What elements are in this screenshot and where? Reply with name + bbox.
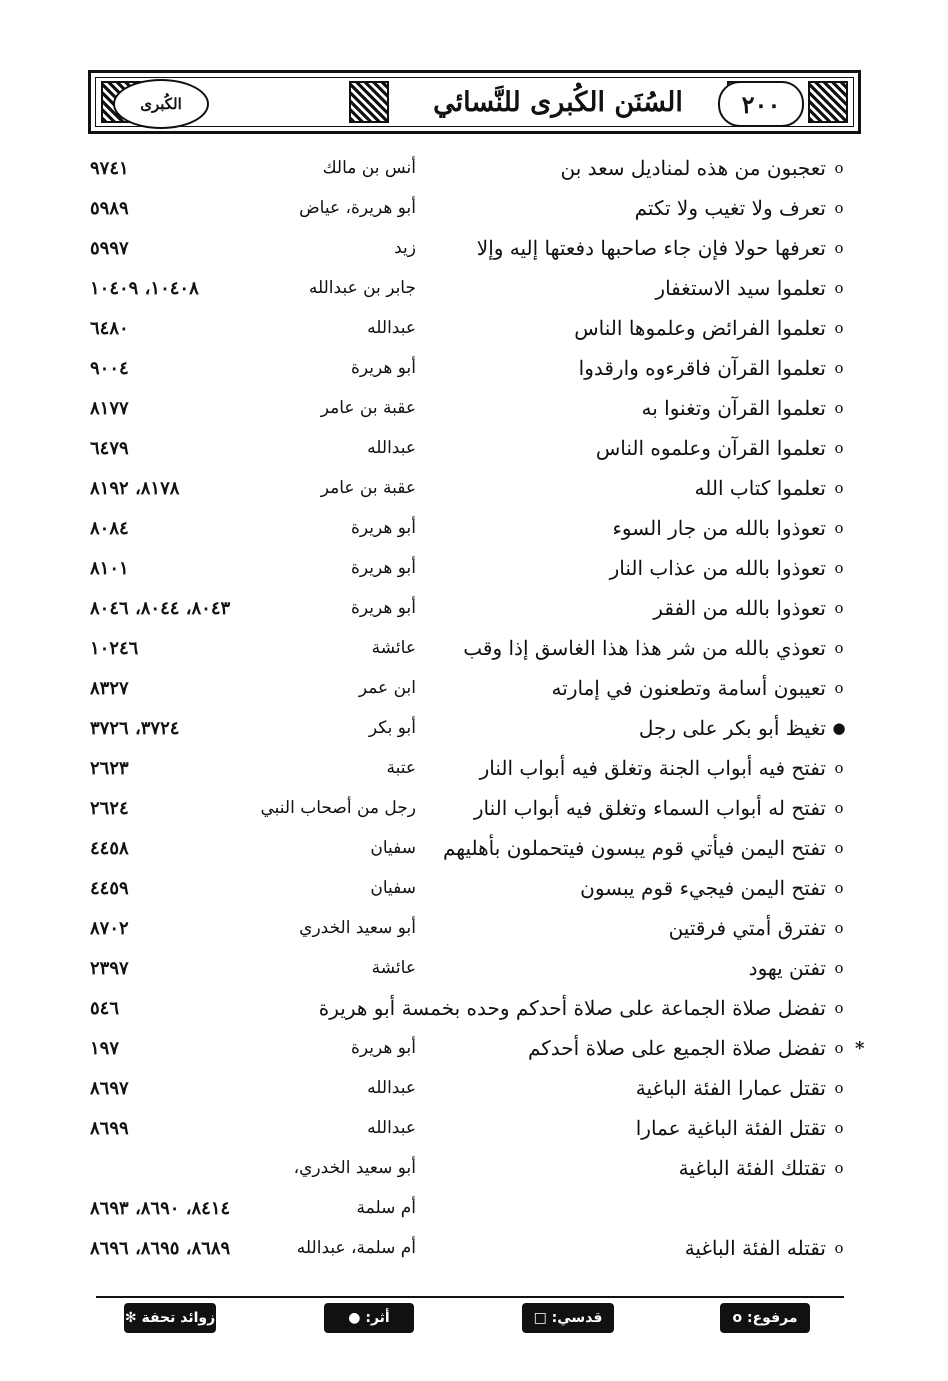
marker-icon: o [834, 199, 844, 217]
index-row [0, 156, 948, 192]
hadith-text: تفضل صلاة الجماعة على صلاة أحدكم وحده بخمسة أبو هريرة [318, 996, 826, 1020]
hadith-text: تعوذي بالله من شر هذا هذا الغاسق إذا وقب [463, 636, 826, 660]
marker-icon: o [834, 1159, 844, 1177]
narrator: أبو هريرة [350, 558, 416, 578]
narrator: عتبة [386, 758, 416, 778]
hadith-opening [636, 1076, 846, 1100]
index-row [0, 276, 948, 312]
hadith-text: تفضل صلاة الجميع على صلاة أحدكم [527, 1036, 826, 1060]
legend-marfu: مرفوع: o [720, 1303, 810, 1333]
hadith-numbers: ٨١٠١ [90, 558, 129, 579]
hadith-numbers: ٤٤٥٩ [90, 878, 129, 899]
narrator: سفيان [370, 878, 416, 898]
index-row [0, 836, 948, 872]
narrator: أبو هريرة، عياض [299, 198, 416, 218]
index-row [0, 236, 948, 272]
hadith-text: تفتح اليمن فيأتي قوم يبسون فيتحملون بأهليهم [442, 836, 826, 860]
hadith-text: تعرفها حولا فإن جاء صاحبها دفعتها إليه وإلا [476, 236, 826, 260]
index-row [0, 196, 948, 232]
hadith-text: تعلموا الفرائض وعلموها الناس [574, 316, 826, 340]
marker-icon: o [834, 559, 844, 577]
marker-icon: o [834, 1079, 844, 1097]
narrator: أبو هريرة [350, 358, 416, 378]
hadith-text: تعوذوا بالله من عذاب النار [609, 556, 826, 580]
marker-icon: o [834, 1239, 844, 1257]
index-row [0, 1156, 948, 1192]
hadith-opening [552, 676, 846, 700]
index-row [0, 436, 948, 472]
narrator: أبو هريرة [350, 518, 416, 538]
book-medallion [113, 79, 209, 129]
index-row [0, 1196, 948, 1232]
hadith-opening [653, 596, 846, 620]
marker-icon: o [834, 879, 844, 897]
hadith-numbers: ٨٦٩٩ [90, 1118, 129, 1139]
marker-icon: o [834, 479, 844, 497]
hadith-opening [655, 276, 846, 300]
hadith-text: تعلموا القرآن فاقرءوه وارقدوا [578, 356, 826, 380]
index-row [0, 956, 948, 992]
marker-icon: o [834, 399, 844, 417]
hadith-text: تعلموا القرآن وتغنوا به [641, 396, 826, 420]
footer-divider [96, 1296, 844, 1298]
index-row [0, 876, 948, 912]
index-row [0, 1076, 948, 1112]
hadith-opening [635, 196, 846, 220]
hadith-numbers: ٢٣٩٧ [90, 958, 129, 979]
hadith-numbers: ٥٩٩٧ [90, 238, 129, 259]
hadith-numbers: ٢٦٢٣ [90, 758, 129, 779]
narrator: عبدالله [367, 438, 416, 458]
hadith-numbers: ٨٧٠٢ [90, 918, 129, 939]
hadith-text: تقتل الفئة الباغية عمارا [635, 1116, 826, 1140]
narrator: أم سلمة [356, 1198, 416, 1218]
hadith-text: تقتل عمارا الفئة الباغية [635, 1076, 826, 1100]
marker-icon: o [834, 359, 844, 377]
narrator: عائشة [371, 638, 416, 658]
hadith-text: تعوذوا بالله من جار السوء [612, 516, 826, 540]
legend-athar: أثر: ● [324, 1303, 414, 1333]
index-row [0, 1036, 948, 1072]
index-row [0, 476, 948, 512]
narrator: أبو سعيد الخدري، [293, 1158, 416, 1178]
index-row [0, 716, 948, 752]
hadith-numbers: ٨١٧٨، ٨١٩٢ [90, 478, 180, 499]
marker-icon: o [834, 799, 844, 817]
hadith-text: تعيبون أسامة وتطعنون في إمارته [551, 676, 826, 700]
hadith-opening [639, 716, 846, 740]
index-row [0, 1236, 948, 1272]
hadith-opening [463, 636, 846, 660]
hadith-text: تعلموا كتاب الله [694, 476, 826, 500]
hadith-numbers: ٦٤٨٠ [90, 318, 129, 339]
hadith-text: تفترق أمتي فرقتين [668, 916, 826, 940]
hadith-opening [319, 996, 846, 1020]
narrator: ابن عمر [358, 678, 416, 698]
marker-icon: o [834, 439, 844, 457]
hadith-numbers: ٨٦٩٧ [90, 1078, 129, 1099]
index-row [0, 596, 948, 632]
narrator: زيد [394, 238, 416, 258]
hadith-numbers: ٨٠٤٣، ٨٠٤٤، ٨٠٤٦ [90, 598, 231, 619]
index-row [0, 556, 948, 592]
book-title: السُنَن الكُبرى للنَّسائي [433, 86, 683, 118]
hadith-text: تغيظ أبو بكر على رجل [638, 716, 826, 740]
hadith-text: تعرف ولا تغيب ولا تكتم [634, 196, 826, 220]
index-row [0, 676, 948, 712]
marker-icon: ● [832, 719, 846, 737]
page-number: ٢٠٠ [718, 81, 804, 127]
index-row [0, 316, 948, 352]
narrator: عبدالله [367, 1078, 416, 1098]
hadith-numbers: ٣٧٢٤، ٣٧٢٦ [90, 718, 180, 739]
marker-icon: o [834, 839, 844, 857]
marker-icon: o [834, 279, 844, 297]
narrator: أم سلمة، عبدالله [296, 1238, 416, 1258]
hadith-numbers: ٤٤٥٨ [90, 838, 129, 859]
hadith-text: تعوذوا بالله من الفقر [653, 596, 826, 620]
hadith-numbers: ٥٤٦ [90, 998, 120, 1019]
hadith-numbers: ٢٦٢٤ [90, 798, 129, 819]
marker-icon: o [834, 679, 844, 697]
marker-icon: o [834, 519, 844, 537]
narrator: جابر بن عبدالله [308, 278, 416, 298]
hadith-text: تفتن يهود [748, 956, 826, 980]
hadith-opening [685, 1236, 846, 1260]
marker-icon: o [834, 959, 844, 977]
hadith-text: تعجبون من هذه لمناديل سعد بن [560, 156, 826, 180]
index-row [0, 356, 948, 392]
index-row [0, 636, 948, 672]
hadith-opening [443, 836, 846, 860]
hadith-text: تعلموا القرآن وعلموه الناس [595, 436, 826, 460]
hadith-opening [560, 156, 846, 180]
hadith-numbers: ٩٧٤١ [90, 158, 129, 179]
narrator: عبدالله [367, 318, 416, 338]
index-row [0, 516, 948, 552]
hadith-opening [695, 476, 846, 500]
hadith-opening [596, 436, 846, 460]
index-row [0, 396, 948, 432]
hadith-opening [642, 396, 847, 420]
narrator: أبو هريرة [350, 1038, 416, 1058]
hadith-numbers: ١٠٢٤٦ [90, 638, 139, 659]
right-ornament-icon [808, 81, 848, 123]
hadith-opening [613, 516, 846, 540]
narrator: أبو هريرة [350, 598, 416, 618]
index-row [0, 756, 948, 792]
hadith-text: تفتح اليمن فيجيء قوم يبسون [580, 876, 826, 900]
hadith-opening [669, 916, 846, 940]
hadith-text: تقتلك الفئة الباغية [678, 1156, 826, 1180]
hadith-text: تفتح له أبواب السماء وتغلق فيه أبواب النار [473, 796, 826, 820]
narrator: أبو سعيد الخدري [299, 918, 416, 938]
marker-icon: o [834, 319, 844, 337]
hadith-numbers: ٨٠٨٤ [90, 518, 129, 539]
narrator: أبو بكر [368, 718, 416, 738]
hadith-opening [679, 1156, 846, 1180]
hadith-opening [574, 316, 846, 340]
hadith-opening [477, 236, 846, 260]
narrator: أنس بن مالك [322, 158, 416, 178]
narrator: عقبة بن عامر [320, 398, 416, 418]
marker-icon: o [834, 759, 844, 777]
hadith-opening [610, 556, 846, 580]
hadith-numbers: ٨٦٨٩، ٨٦٩٥، ٨٦٩٦ [90, 1238, 231, 1259]
marker-icon: o [834, 159, 844, 177]
medallion-text: الكُبرى [140, 95, 182, 113]
hadith-numbers: ٦٤٧٩ [90, 438, 129, 459]
hadith-text: تقتله الفئة الباغية [684, 1236, 826, 1260]
hadith-opening [474, 796, 846, 820]
hadith-opening [749, 956, 846, 980]
marker-icon: o [834, 999, 844, 1017]
center-left-ornament-icon [349, 81, 389, 123]
narrator: سفيان [370, 838, 416, 858]
marker-icon: o [834, 599, 844, 617]
hadith-opening [528, 1036, 846, 1060]
index-row [0, 796, 948, 832]
narrator: عقبة بن عامر [320, 478, 416, 498]
marker-icon: o [834, 919, 844, 937]
hadith-numbers: ٨١٧٧ [90, 398, 129, 419]
hadith-numbers: ٩٠٠٤ [90, 358, 129, 379]
hadith-opening [636, 1116, 846, 1140]
hadith-numbers: ١٩٧ [90, 1038, 120, 1059]
hadith-text: تعلموا سيد الاستغفار [655, 276, 826, 300]
hadith-opening [480, 756, 846, 780]
hadith-numbers: ٨٤١٤، ٨٦٩٠، ٨٦٩٣ [90, 1198, 231, 1219]
hadith-opening [579, 356, 846, 380]
hadith-numbers: ١٠٤٠٨، ١٠٤٠٩ [90, 278, 199, 299]
marker-icon: o [834, 239, 844, 257]
page-header [88, 70, 861, 134]
index-row [0, 916, 948, 952]
narrator: عبدالله [367, 1118, 416, 1138]
legend-zawaid: زوائد تحفة ✻ [124, 1303, 216, 1333]
index-row [0, 996, 948, 1032]
hadith-numbers: ٨٣٢٧ [90, 678, 129, 699]
marker-icon: o [834, 639, 844, 657]
zawaid-star-icon: * [855, 1038, 865, 1059]
hadith-text: تفتح فيه أبواب الجنة وتغلق فيه أبواب النار [479, 756, 826, 780]
legend-qudsi: قدسي: □ [522, 1303, 614, 1333]
hadith-numbers: ٥٩٨٩ [90, 198, 129, 219]
marker-icon: o [834, 1119, 844, 1137]
index-row [0, 1116, 948, 1152]
narrator: عائشة [371, 958, 416, 978]
marker-icon: o [834, 1039, 844, 1057]
narrator: رجل من أصحاب النبي [260, 798, 416, 818]
hadith-opening [580, 876, 846, 900]
